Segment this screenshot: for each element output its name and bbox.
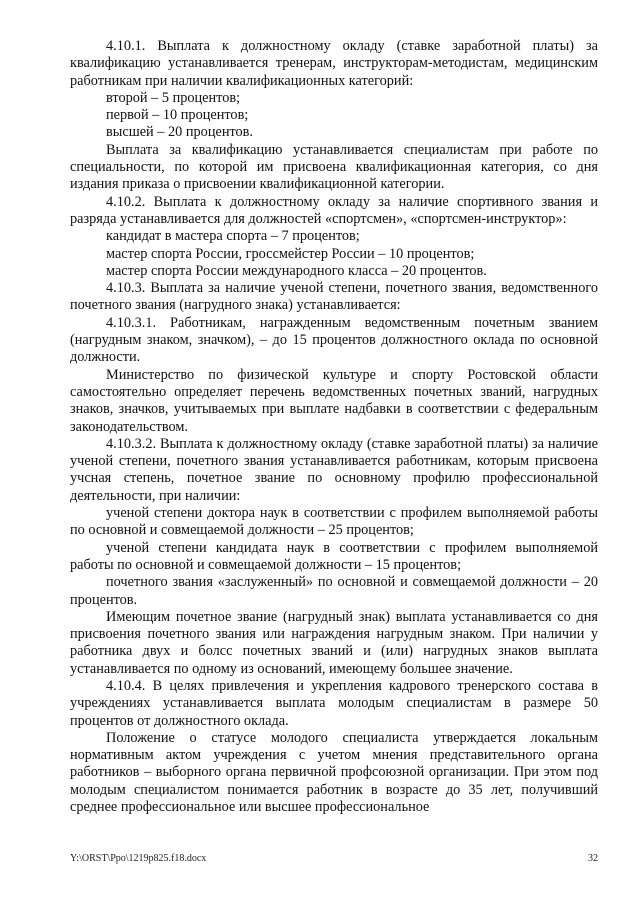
list-item-first-category: первой – 10 процентов; <box>106 107 249 124</box>
paragraph-young-specialist: Положение о статусе молодого специалиста утверждается локальным нормативным актом учреждения с учетом мнения представительного органа работников – выборного органа первичной профсоюзной организации. При этом под молодым специалистом понимается работник в возрасте до 35 лет, получивший среднее профессиональное или высшее профессиональное <box>70 729 598 816</box>
paragraph-4-10-2: 4.10.2. Выплата к должностному окладу за наличие спортивного звания и разряда устанавливается для должностей «спортсмен», «спортсмен-инструктор»: <box>70 193 598 227</box>
document-body <box>70 38 598 816</box>
footer-file-path: Y:\ORST\Ppo\1219p825.f18.docx <box>70 853 207 864</box>
paragraph-4-10-1: 4.10.1. Выплата к должностному окладу (ставке заработной платы) за квалификацию устанавливается тренерам, инструкторам-методистам, медицинским работникам при наличии квалификационных категорий: <box>70 38 598 89</box>
list-item-second-category: второй – 5 процентов; <box>106 89 241 106</box>
list-item-master-of-sport: мастер спорта России, гроссмейстер России – 10 процентов; <box>106 245 475 262</box>
list-item-highest-category: высшей – 20 процентов. <box>106 124 254 141</box>
paragraph-4-10-3-1: 4.10.3.1. Работникам, награжденным ведомственным почетным званием (нагрудным знаком, значком), – до 15 процентов должностного оклада по основной должности. <box>70 314 598 366</box>
page-footer <box>70 853 598 864</box>
paragraph-honorary-title-note: Имеющим почетное звание (нагрудный знак) выплата устанавливается со дня присвоения почетного звания или награждения нагрудным знаком. При наличии у работника двух и болсс почетных званий и (или) нагрудных знаков выплата устанавливается по одному из оснований, имеющему большее значение. <box>70 608 598 677</box>
list-item-international-master: мастер спорта России международного класса – 20 процентов. <box>106 262 487 279</box>
paragraph-4-10-3-2: 4.10.3.2. Выплата к должностному окладу (ставке заработной платы) за наличие ученой степени, почетного звания устанавливается работникам, которым присвоена учсная степень, почетное звание по основному профилю профессиональной деятельности, при наличии: <box>70 435 598 504</box>
paragraph-4-10-4: 4.10.4. В целях привлечения и укрепления кадрового тренерского состава в учреждениях устанавливается выплата молодым специалистам в размере 50 процентов от должностного оклада. <box>70 677 598 729</box>
list-item-candidate-degree: ученой степени кандидата наук в соответствии с профилем выполняемой работы по основной и совмещаемой должности – 15 процентов; <box>70 539 598 573</box>
list-item-candidate-master: кандидат в мастера спорта – 7 процентов; <box>106 228 360 245</box>
paragraph-4-10-3: 4.10.3. Выплата за наличие ученой степени, почетного звания, ведомственного почетного звания (нагрудного знака) устанавливается: <box>70 280 598 314</box>
list-item-honored-title: почетного звания «заслуженный» по основной и совмещаемой должности – 20 процентов. <box>70 574 598 608</box>
list-item-doctor-degree: ученой степени доктора наук в соответствии с профилем выполняемой работы по основной и совмещаемой должности – 25 процентов; <box>70 505 598 539</box>
footer-page-number: 32 <box>588 853 598 864</box>
paragraph-qualification-note: Выплата за квалификацию устанавливается специалистам при работе по специальности, по которой им присвоена квалификационная категория, со дня издания приказа о присвоении квалификационной категории. <box>70 141 598 193</box>
paragraph-ministry-note: Министерство по физической культуре и спорту Ростовской области самостоятельно определяет перечень ведомственных почетных званий, нагрудных знаков, значков, учитываемых при выплате надбавки в соответствии с федеральным законодательством. <box>70 366 598 435</box>
